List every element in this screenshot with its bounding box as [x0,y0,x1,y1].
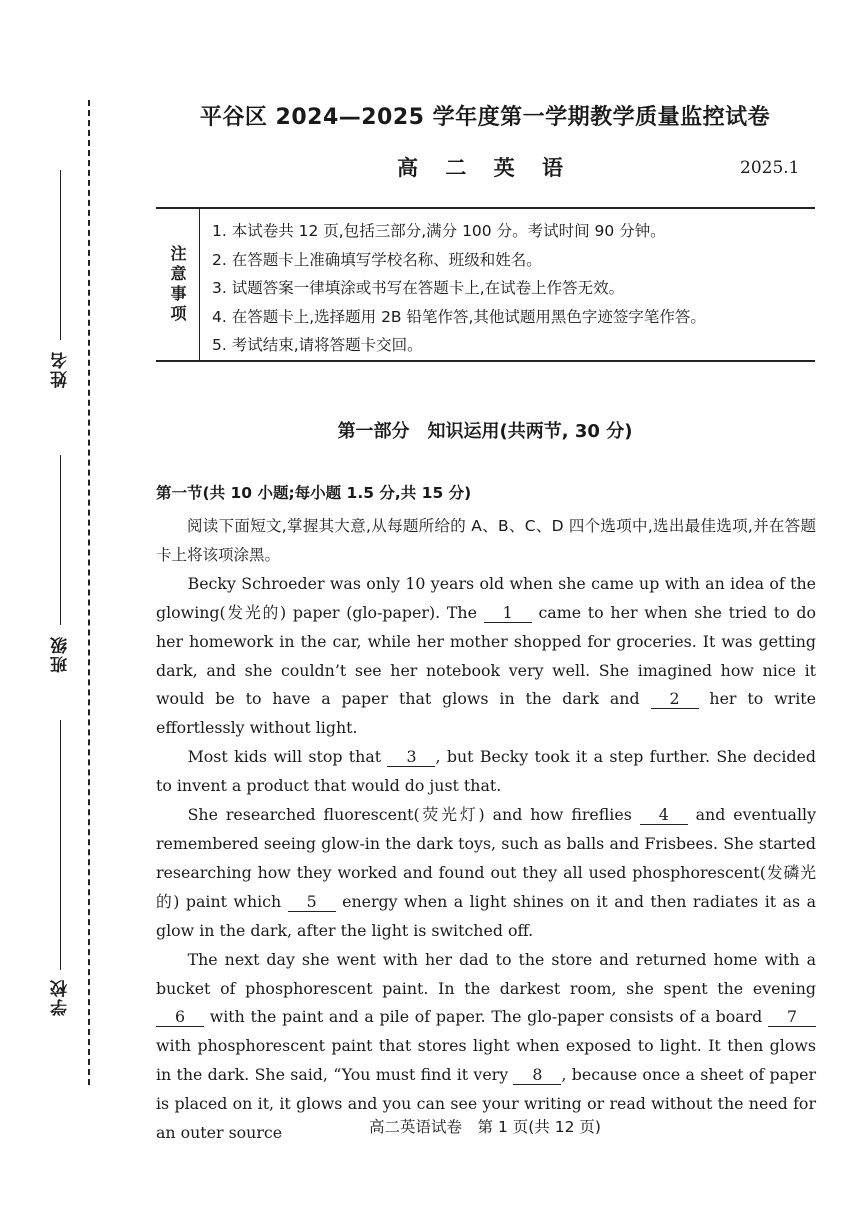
instruction: 阅读下面短文,掌握其大意,从每题所给的 A、B、C、D 四个选项中,选出最佳选项,并在答题卡上将该项涂黑。 [156,517,816,564]
blank-2: 2 [651,690,699,709]
notice-item: 5. 考试结束,请将答题卡交回。 [212,336,423,354]
paragraph-3 [156,801,816,946]
text-run: energy when a light shines on it and then radiates it as a glow in the dark, after the light is switched off. [156,891,816,940]
blank-5: 5 [288,893,336,912]
school-underline [60,720,61,970]
text-run: Becky Schroeder was only 10 years old when she came up with an idea of the glowing(发光的) paper (glo-paper). The [156,573,816,622]
blank-8: 8 [513,1066,561,1085]
blank-7: 7 [768,1008,816,1027]
text-run: She researched fluorescent(荧光灯) and how fireflies [187,805,640,825]
school-label: 学校 [51,978,71,1016]
text-run: , but Becky took it a step further. She decided to invent a product that would do just that. [156,747,816,796]
subject-title: 高 二 英 语 [397,156,573,180]
text-run: The next day she went with her dad to the store and returned home with a bucket of phosphorescent paint. In the darkest room, she spent the evening [156,949,816,998]
passage [156,512,816,1148]
name-field[interactable] [40,170,80,395]
exam-date: 2025.1 [740,158,800,178]
school-field[interactable] [40,720,80,1030]
blank-3: 3 [387,748,435,767]
binding-dashed-line [88,100,90,1085]
text-run: and eventually remembered seeing glow-in the dark toys, such as balls and Frisbees. She started researching how they worked and found out they all used phosphorescent(发磷光的) paint which [156,805,816,911]
paragraph-1 [156,570,816,743]
text-run: , because once a sheet of paper is placed on it, it glows and you can see your writing or read without the need for an outer source [156,1065,817,1143]
notice-item: 2. 在答题卡上准确填写学校名称、班级和姓名。 [212,250,542,269]
notice-item: 3. 试题答案一律填涂或书写在答题卡上,在试卷上作答无效。 [212,279,625,297]
exam-title: 平谷区 2024—2025 学年度第一学期教学质量监控试卷 [199,105,771,130]
notice-list [212,217,811,360]
class-underline [60,455,61,625]
notice-item: 1. 本试卷共 12 页,包括三部分,满分 100 分。考试时间 90 分钟。 [212,222,666,240]
text-run: with phosphorescent paint that stores light when exposed to light. It then glows in the dark. She said, “You must find it very [156,1036,816,1085]
class-field[interactable] [40,455,80,680]
name-underline [60,170,61,340]
text-run: with the paint and a pile of paper. The glo-paper consists of a board [204,1007,768,1027]
class-label: 班级 [51,635,71,673]
blank-6: 6 [156,1008,204,1027]
name-label: 姓名 [51,350,71,388]
blank-1: 1 [484,604,532,623]
part1-title: 第一部分 知识运用(共两节, 30 分) [337,421,633,442]
notice-box [156,207,815,362]
page-footer: 高二英语试卷 第 1 页(共 12 页) [369,1118,601,1136]
notice-item: 4. 在答题卡上,选择题用 2B 铅笔作答,其他试题用黑色字迹签字笔作答。 [212,307,706,326]
text-run: came to her when she tried to do her homework in the car, while her mother shopped for groceries. It was getting dark, and she couldn’t see her notebook very well. She imagined how nice it would be to have a paper that glows in the dark and [156,602,816,709]
blank-4: 4 [640,806,688,825]
notice-label: 注意事项 [156,209,200,360]
text-run: her to write effortlessly without light. [156,689,816,738]
section1-title: 第一节(共 10 小题;每小题 1.5 分,共 15 分) [156,484,472,502]
paragraph-2 [156,743,816,801]
text-run: Most kids will stop that [187,747,388,767]
